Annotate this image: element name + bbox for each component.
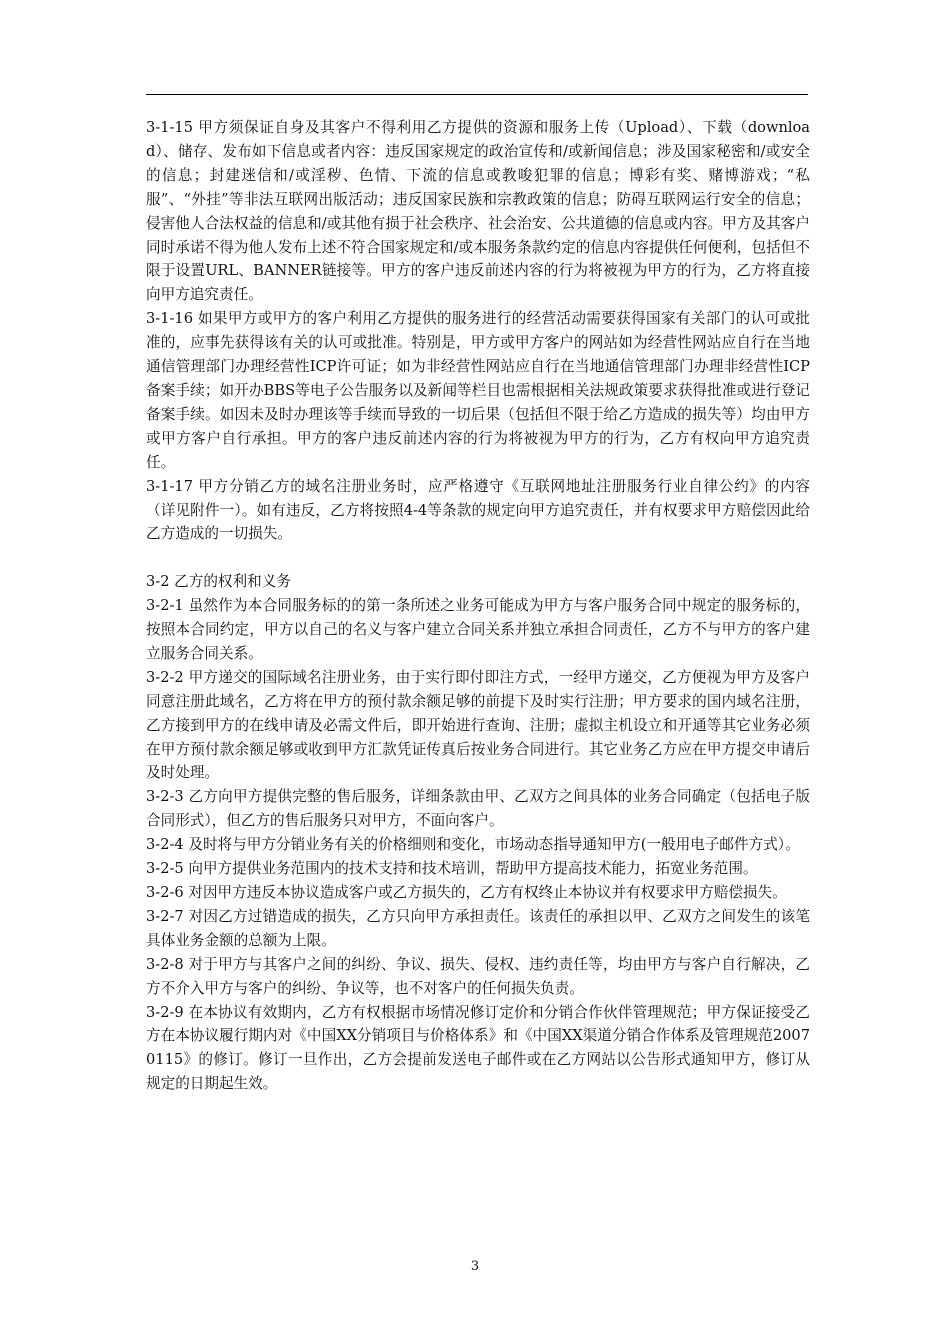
document-body <box>146 116 810 1096</box>
clause-3-2-9: 3-2-9 在本协议有效期内，乙方有权根据市场情况修订定价和分销合作伙伴管理规范；甲方保证接受乙方在本协议履行期内对《中国XX分销项目与价格体系》和《中国XX渠道分销合作体系及管理规范20070115》的修订。修订一旦作出，乙方会提前发送电子邮件或在乙方网站以公告形式通知甲方，修订从规定的日期起生效。 <box>146 1003 810 1093</box>
clause-3-2-3: 3-2-3 乙方向甲方提供完整的售后服务，详细条款由甲、乙双方之间具体的业务合同确定（包括电子版合同形式），但乙方的售后服务只对甲方，不面向客户。 <box>146 788 810 830</box>
blank-line <box>146 546 810 570</box>
clause-3-1-15: 3-1-15 甲方须保证自身及其客户不得利用乙方提供的资源和服务上传（Upload）、下载（download）、储存、发布如下信息或者内容：违反国家规定的政治宣传和/或新闻信息；涉及国家秘密和/或安全的信息；封建迷信和/或淫秽、色情、下流的信息或教唆犯罪的信息；博彩有奖、赌博游戏；“私服”、“外挂”等非法互联网出版活动；违反国家民族和宗教政策的信息；防碍互联网运行安全的信息；侵害他人合法权益的信息和/或其他有损于社会秩序、社会治安、公共道德的信息或内容。甲方及其客户同时承诺不得为他人发布上述不符合国家规定和/或本服务条款约定的信息内容提供任何便利，包括但不限于设置URL、BANNER链接等。甲方的客户违反前述内容的行为将被视为甲方的行为，乙方将直接向甲方追究责任。 <box>146 119 810 304</box>
header-rule <box>146 94 808 95</box>
clause-3-2-8: 3-2-8 对于甲方与其客户之间的纠纷、争议、损失、侵权、违约责任等，均由甲方与客户自行解决，乙方不介入甲方与客户的纠纷、争议等，也不对客户的任何损失负责。 <box>146 955 810 997</box>
clause-3-1-17: 3-1-17 甲方分销乙方的域名注册业务时，应严格遵守《互联网地址注册服务行业自律公约》的内容（详见附件一）。如有违反，乙方将按照4-4等条款的规定向甲方追究责任，并有权要求甲方赔偿因此给乙方造成的一切损失。 <box>146 477 810 543</box>
clause-3-2-7: 3-2-7 对因乙方过错造成的损失，乙方只向甲方承担责任。该责任的承担以甲、乙双方之间发生的该笔具体业务金额的总额为上限。 <box>146 907 810 949</box>
clause-3-2-5: 3-2-5 向甲方提供业务范围内的技术支持和技术培训，帮助甲方提高技术能力，拓宽业务范围。 <box>146 860 758 878</box>
clause-3-2-1: 3-2-1 虽然作为本合同服务标的的第一条所述之业务可能成为甲方与客户服务合同中规定的服务标的，按照本合同约定，甲方以自己的名义与客户建立合同关系并独立承担合同责任，乙方不与甲方的客户建立服务合同关系。 <box>146 597 810 662</box>
clause-3-1-16: 3-1-16 如果甲方或甲方的客户利用乙方提供的服务进行的经营活动需要获得国家有关部门的认可或批准的，应事先获得该有关的认可或批准。特别是，甲方或甲方客户的网站如为经营性网站应自行在当地通信管理部门办理经营性ICP许可证；如为非经营性网站应自行在当地通信管理部门办理非经营性ICP备案手续；如开办BBS等电子公告服务以及新闻等栏目也需根据相关法规政策要求获得批准或进行登记备案手续。如因未及时办理该等手续而导致的一切后果（包括但不限于给乙方造成的损失等）均由甲方或甲方客户自行承担。甲方的客户违反前述内容的行为将被视为甲方的行为，乙方有权向甲方追究责任。 <box>146 310 810 471</box>
section-heading-3-2: 3-2 乙方的权利和义务 <box>146 573 291 591</box>
clause-3-2-6: 3-2-6 对因甲方违反本协议造成客户或乙方损失的，乙方有权终止本协议并有权要求甲方赔偿损失。 <box>146 883 787 901</box>
clause-3-2-4: 3-2-4 及时将与甲方分销业务有关的价格细则和变化，市场动态指导通知甲方(一般用电子邮件方式）。 <box>146 836 800 854</box>
page-number: 3 <box>470 1259 480 1274</box>
clause-3-2-2: 3-2-2 甲方递交的国际域名注册业务，由于实行即付即注方式，一经甲方递交，乙方便视为甲方及客户同意注册此域名，乙方将在甲方的预付款余额足够的前提下及时实行注册；甲方要求的国内域名注册，乙方接到甲方的在线申请及必需文件后，即开始进行查询、注册；虚拟主机设立和开通等其它业务必须在甲方预付款余额足够或收到甲方汇款凭证传真后按业务合同进行。其它业务乙方应在甲方提交申请后及时处理。 <box>146 668 810 782</box>
